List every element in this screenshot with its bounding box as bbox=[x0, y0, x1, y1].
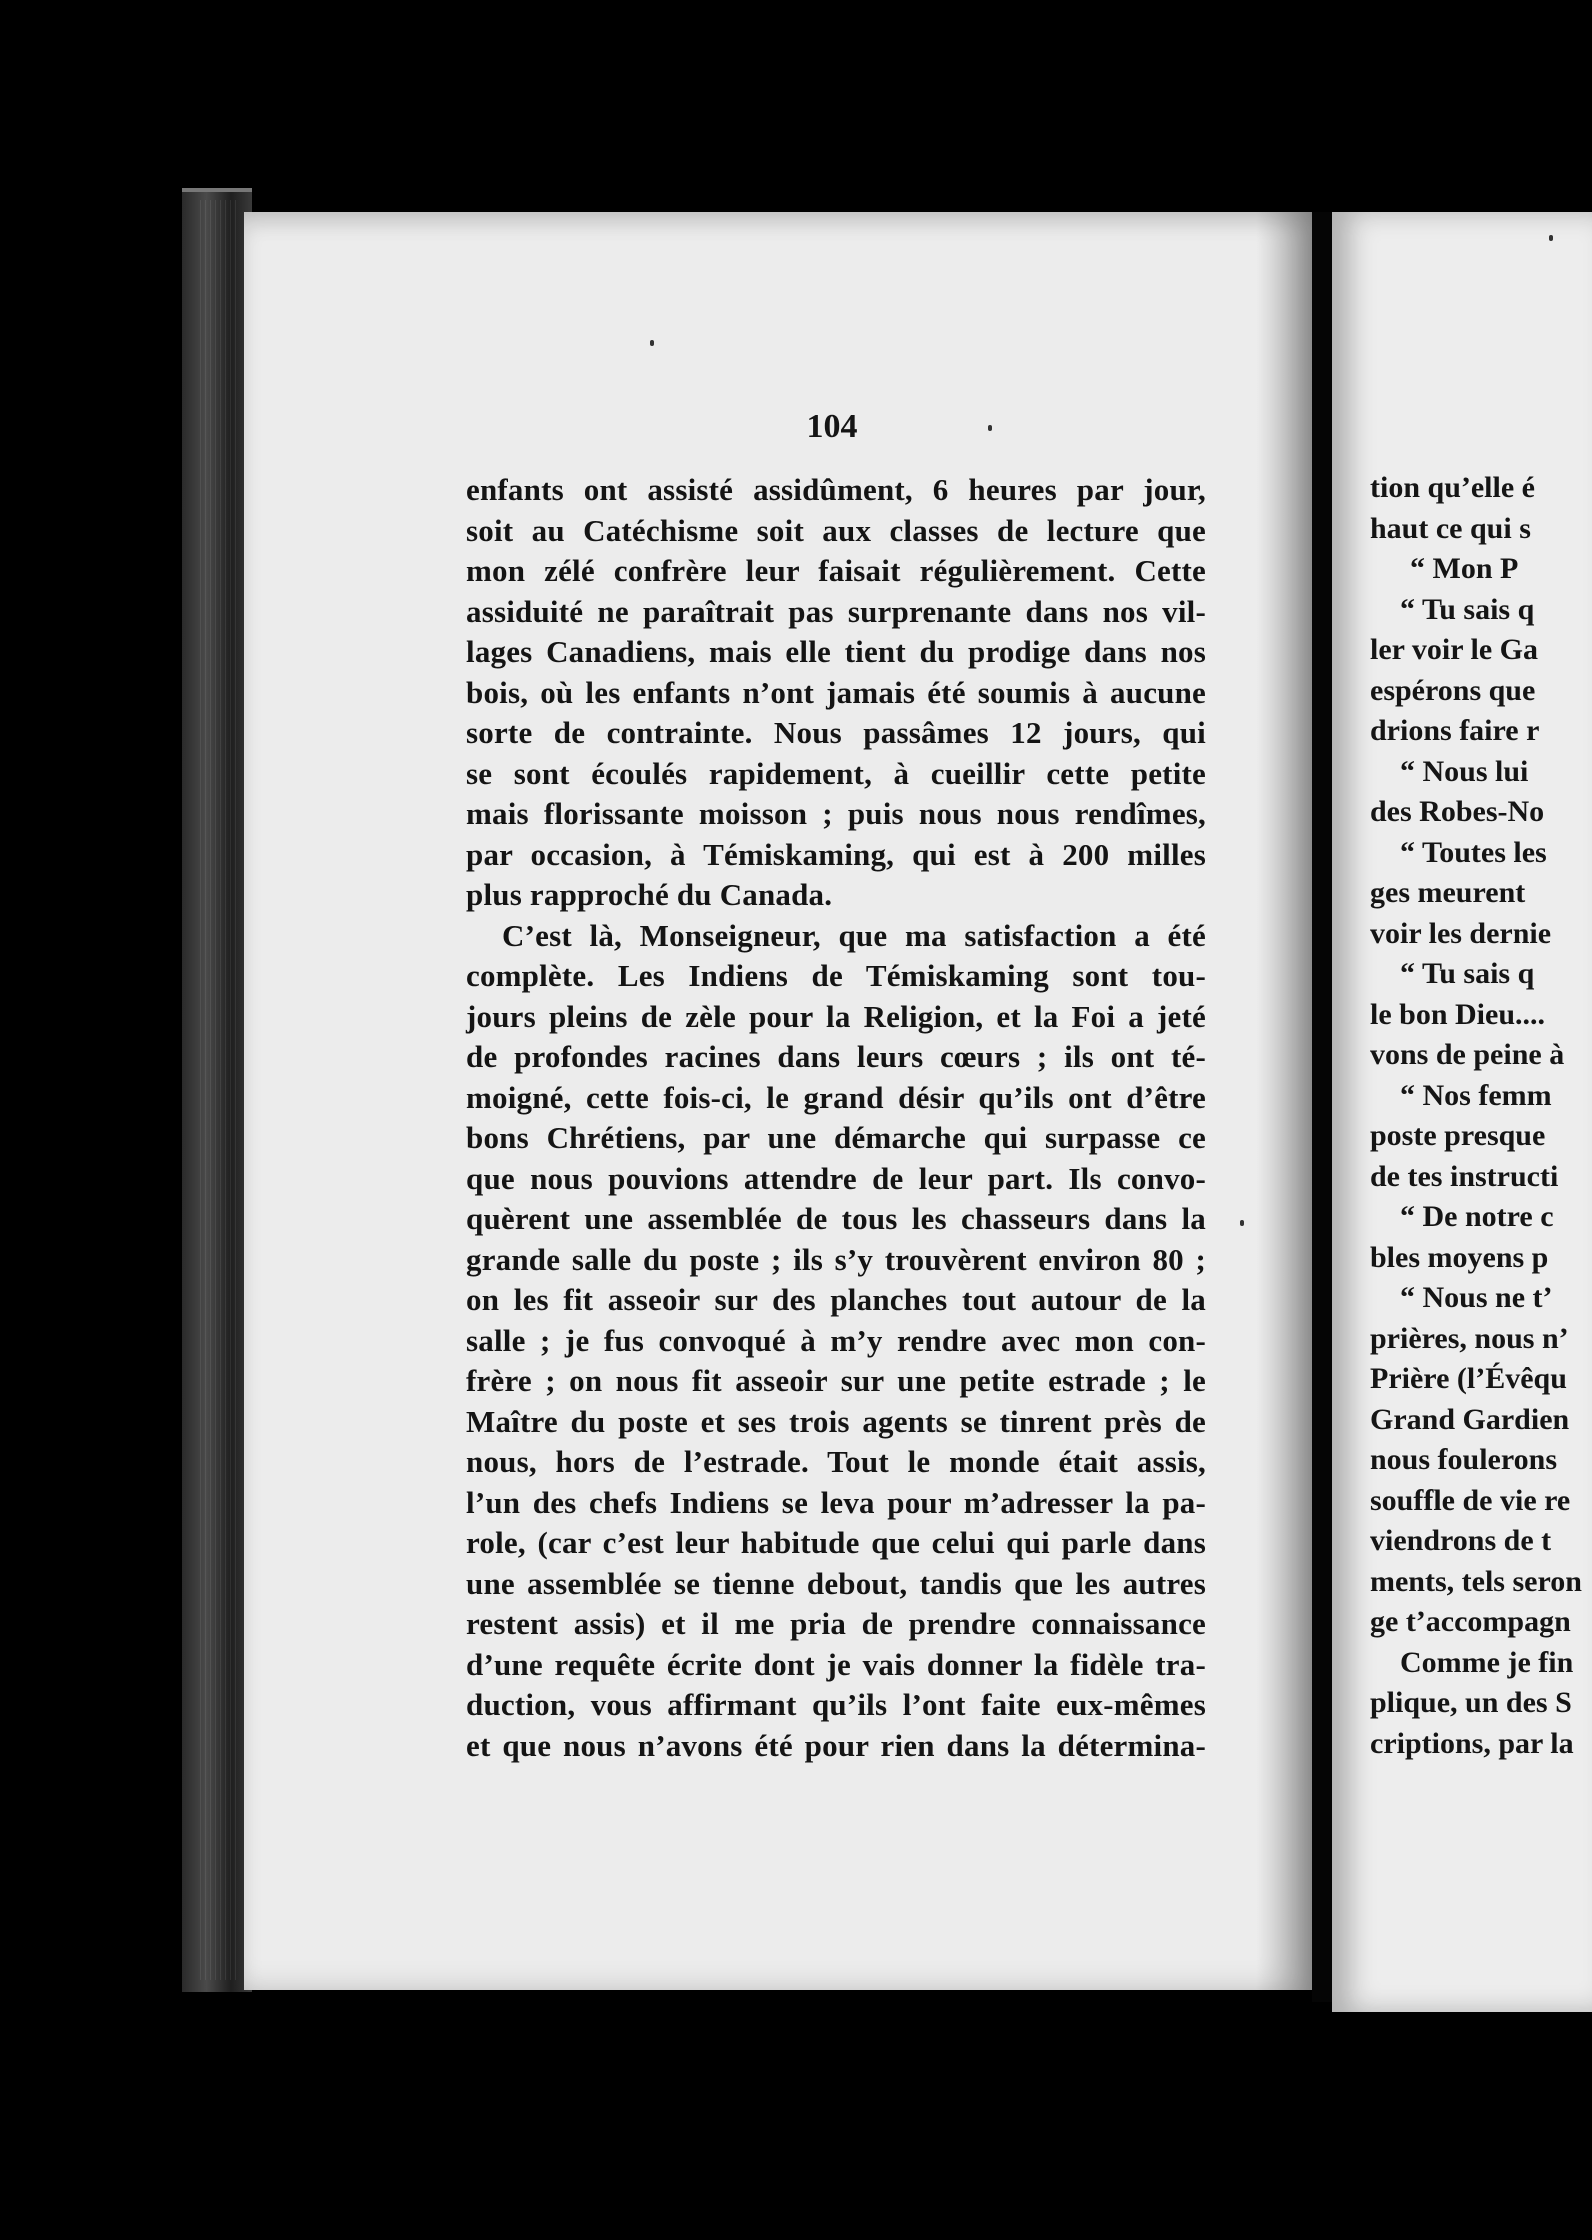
left-page-text bbox=[466, 470, 1206, 1766]
text-line: “ Nous lui bbox=[1400, 754, 1529, 788]
text-line: nous, hors de l’estrade. Tout le monde était assis, bbox=[466, 1444, 1206, 1479]
right-page-text bbox=[1370, 468, 1592, 1764]
text-line: Comme je fin bbox=[1400, 1645, 1574, 1679]
text-line: “ De notre c bbox=[1400, 1200, 1554, 1233]
text-line: drions faire r bbox=[1370, 714, 1540, 747]
text-line: de tes instructi bbox=[1370, 1159, 1559, 1193]
text-line: et que nous n’avons été pour rien dans la détermina- bbox=[466, 1727, 1206, 1763]
text-line: le bon Dieu.... bbox=[1370, 997, 1546, 1031]
text-line: des Robes-No bbox=[1370, 795, 1545, 828]
text-line: que nous pouvions attendre de leur part. Ils convo- bbox=[466, 1160, 1206, 1196]
text-line: bons Chrétiens, par une démarche qui surpasse ce bbox=[466, 1120, 1206, 1155]
text-line: mais florissante moisson ; puis nous nous rendîmes, bbox=[466, 796, 1206, 831]
page-edges bbox=[200, 200, 240, 1980]
text-line: ges meurent bbox=[1370, 876, 1526, 909]
text-line: viendrons de t bbox=[1370, 1524, 1552, 1557]
text-line: poste presque bbox=[1370, 1119, 1546, 1152]
text-line: enfants ont assisté assidûment, 6 heures par jour, bbox=[466, 472, 1206, 507]
text-line: assiduité ne paraîtrait pas surprenante dans nos vil- bbox=[466, 593, 1206, 629]
text-line: une assemblée se tienne debout, tandis que les autres bbox=[466, 1565, 1206, 1601]
text-line: quèrent une assemblée de tous les chasseurs dans la bbox=[466, 1201, 1206, 1236]
text-line: salle ; je fus convoqué à m’y rendre avec mon con- bbox=[466, 1322, 1206, 1358]
text-line: criptions, par la bbox=[1370, 1726, 1574, 1760]
text-line: mon zélé confrère leur faisait régulièrement. Cette bbox=[466, 553, 1206, 588]
text-line: “ Tu sais q bbox=[1400, 592, 1535, 626]
text-line: restent assis) et il me pria de prendre connaissance bbox=[466, 1606, 1206, 1641]
page-number: 104 bbox=[806, 408, 858, 445]
text-line: “ Nous ne t’ bbox=[1400, 1281, 1553, 1314]
text-line: ge t’accompagn bbox=[1370, 1605, 1571, 1638]
text-line: ler voir le Ga bbox=[1370, 633, 1539, 666]
text-line: espérons que bbox=[1370, 673, 1536, 707]
text-line: jours pleins de zèle pour la Religion, et la Foi a jeté bbox=[466, 998, 1206, 1034]
text-line: haut ce qui s bbox=[1370, 511, 1531, 545]
text-line: par occasion, à Témiskaming, qui est à 200 milles bbox=[466, 836, 1206, 872]
text-line: “ Toutes les bbox=[1400, 835, 1547, 869]
text-line: plus rapproché du Canada. bbox=[466, 877, 833, 912]
text-line: bles moyens p bbox=[1370, 1240, 1549, 1274]
text-line: bois, où les enfants n’ont jamais été soumis à aucune bbox=[466, 674, 1206, 710]
text-line: vons de peine à bbox=[1370, 1038, 1565, 1071]
text-line: voir les dernie bbox=[1370, 916, 1552, 950]
text-line: lages Canadiens, mais elle tient du prodige dans nos bbox=[466, 634, 1206, 669]
text-line: on les fit asseoir sur des planches tout autour de la bbox=[466, 1282, 1206, 1317]
gutter bbox=[1312, 212, 1332, 2002]
text-line: role, (car c’est leur habitude que celui qui parle dans bbox=[466, 1525, 1206, 1560]
text-line: ments, tels seron bbox=[1370, 1564, 1582, 1598]
scan-speck bbox=[1549, 235, 1553, 241]
text-line: “ Mon P bbox=[1410, 552, 1519, 585]
text-line: C’est là, Monseigneur, que ma satisfaction a été bbox=[502, 917, 1206, 953]
text-line: frère ; on nous fit asseoir sur une petite estrade ; le bbox=[466, 1363, 1206, 1398]
text-line: plique, un des S bbox=[1370, 1686, 1572, 1719]
scan-speck bbox=[988, 425, 992, 431]
text-line: moigné, cette fois-ci, le grand désir qu’ils ont d’être bbox=[466, 1079, 1206, 1115]
text-line: “ Nos femm bbox=[1400, 1078, 1552, 1112]
text-line: complète. Les Indiens de Témiskaming sont tou- bbox=[466, 958, 1206, 993]
scan-speck bbox=[1240, 1220, 1244, 1226]
text-line: souffle de vie re bbox=[1370, 1483, 1571, 1517]
text-line: duction, vous affirmant qu’ils l’ont faite eux-mêmes bbox=[466, 1687, 1206, 1722]
text-line: d’une requête écrite dont je vais donner la fidèle tra- bbox=[466, 1646, 1206, 1682]
text-line: “ Tu sais q bbox=[1400, 957, 1535, 990]
text-line: Prière (l’Évêqu bbox=[1370, 1362, 1567, 1395]
text-line: se sont écoulés rapidement, à cueillir cette petite bbox=[466, 755, 1206, 791]
text-line: Grand Gardien bbox=[1370, 1402, 1570, 1436]
text-line: nous foulerons bbox=[1370, 1443, 1558, 1476]
text-line: tion qu’elle é bbox=[1370, 471, 1535, 504]
scan-speck bbox=[650, 340, 654, 346]
text-line: soit au Catéchisme soit aux classes de lecture que bbox=[466, 512, 1206, 548]
text-line: sorte de contrainte. Nous passâmes 12 jours, qui bbox=[466, 715, 1206, 750]
text-line: l’un des chefs Indiens se leva pour m’adresser la pa- bbox=[466, 1484, 1206, 1520]
text-line: prières, nous n’ bbox=[1370, 1321, 1569, 1355]
text-line: de profondes racines dans leurs cœurs ; ils ont té- bbox=[466, 1039, 1206, 1074]
text-line: grande salle du poste ; ils s’y trouvèrent environ 80 ; bbox=[466, 1241, 1206, 1277]
text-line: Maître du poste et ses trois agents se tinrent près de bbox=[466, 1403, 1206, 1439]
